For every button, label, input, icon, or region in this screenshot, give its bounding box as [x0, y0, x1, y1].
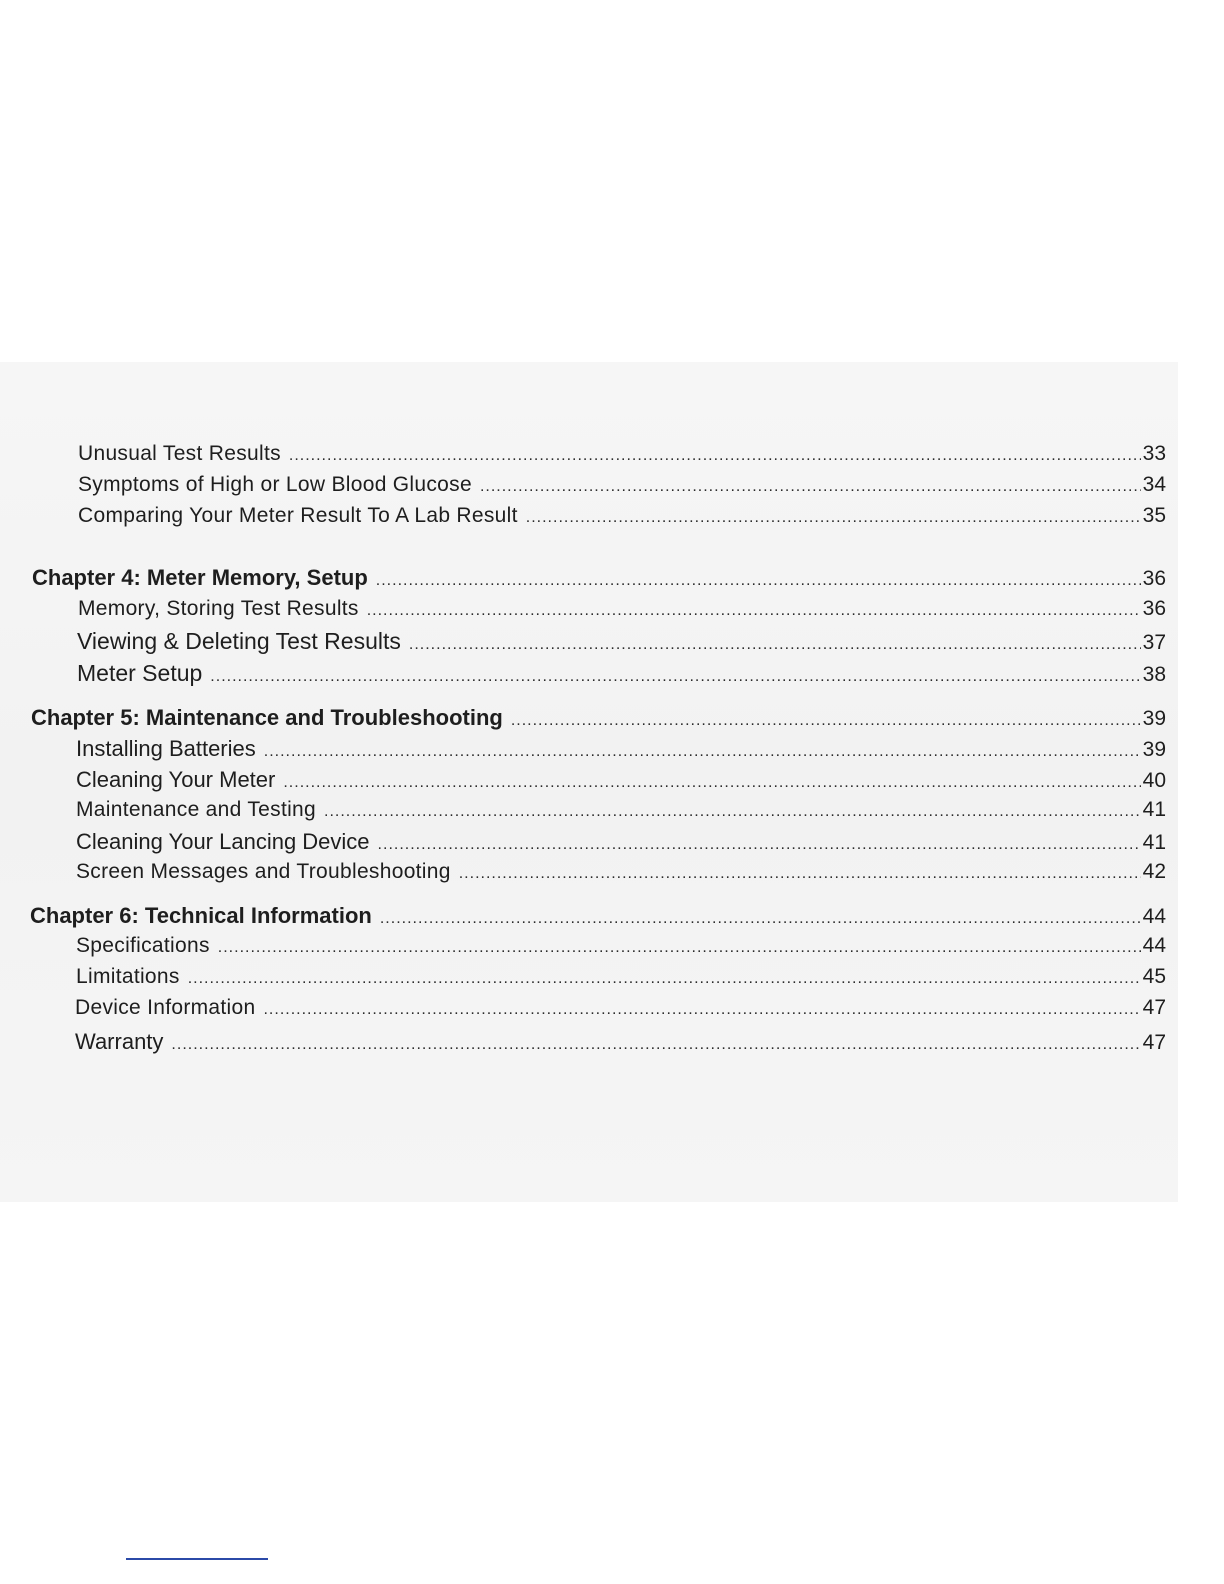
toc-entry-warranty[interactable]	[75, 1029, 1166, 1055]
toc-entry-label: Warranty	[75, 1029, 164, 1054]
dot-leader	[526, 509, 1141, 527]
toc-entry-memory-storing[interactable]	[78, 597, 1166, 621]
toc-entry-label: Specifications	[76, 934, 210, 957]
toc-entry-screen-messages[interactable]	[76, 860, 1166, 884]
toc-entry-viewing-deleting[interactable]	[77, 628, 1166, 655]
toc-chapter-title: Chapter 5: Maintenance and Troubleshooting	[31, 705, 503, 730]
toc-entry-label: Symptoms of High or Low Blood Glucose	[78, 473, 472, 496]
dot-leader	[480, 478, 1141, 496]
dot-leader	[409, 636, 1141, 654]
dot-leader	[367, 602, 1141, 620]
toc-entry-comparing-meter-lab[interactable]	[78, 504, 1166, 528]
toc-chapter-5[interactable]	[31, 705, 1166, 731]
toc-page-number: 44	[1142, 934, 1166, 957]
toc-page-number: 41	[1142, 831, 1166, 854]
toc-entry-label: Cleaning Your Lancing Device	[76, 829, 370, 854]
toc-entry-label: Meter Setup	[77, 660, 203, 686]
toc-entry-label: Device Information	[75, 996, 256, 1019]
toc-entry-installing-batteries[interactable]	[76, 736, 1166, 762]
toc-page-number: 42	[1142, 860, 1166, 883]
toc-entry-unusual-test-results[interactable]	[78, 442, 1166, 466]
toc-page-number: 44	[1142, 905, 1166, 928]
toc-page-number: 38	[1142, 663, 1166, 686]
dot-leader	[264, 743, 1141, 761]
toc-entry-label: Viewing & Deleting Test Results	[77, 628, 401, 654]
toc-page-number: 36	[1142, 597, 1166, 620]
toc-chapter-title: Chapter 4: Meter Memory, Setup	[32, 565, 368, 590]
dot-leader	[283, 774, 1140, 792]
toc-page-number: 41	[1142, 798, 1166, 821]
dot-leader	[171, 1036, 1140, 1054]
toc-entry-symptoms-high-low-glucose[interactable]	[78, 473, 1166, 497]
toc-page-number: 45	[1142, 965, 1166, 988]
toc-entry-limitations[interactable]	[76, 965, 1166, 989]
toc-entry-device-information[interactable]	[75, 996, 1166, 1020]
toc-page-number: 47	[1142, 996, 1166, 1019]
toc-page-number: 47	[1142, 1031, 1166, 1054]
toc-chapter-6[interactable]	[30, 903, 1166, 929]
toc-entry-label: Unusual Test Results	[78, 442, 281, 465]
toc-page-number: 35	[1142, 504, 1166, 527]
toc-page-number: 39	[1142, 738, 1166, 761]
dot-leader	[511, 712, 1141, 730]
dot-leader	[289, 447, 1141, 465]
toc-page-number: 40	[1142, 769, 1166, 792]
toc-chapter-title: Chapter 6: Technical Information	[30, 903, 372, 928]
toc-entry-specifications[interactable]	[76, 934, 1166, 958]
toc-entry-label: Maintenance and Testing	[76, 798, 317, 821]
toc-page-number: 34	[1142, 473, 1166, 496]
toc-page-number: 33	[1142, 442, 1166, 465]
dot-leader	[376, 572, 1141, 590]
toc-chapter-4[interactable]	[32, 565, 1166, 591]
toc-entry-label: Cleaning Your Meter	[76, 767, 276, 792]
dot-leader	[218, 939, 1141, 957]
dot-leader	[210, 668, 1140, 686]
toc-entry-cleaning-meter[interactable]	[76, 767, 1166, 793]
toc-page-number: 39	[1142, 707, 1166, 730]
toc-page-number: 37	[1142, 631, 1166, 654]
toc-entry-label: Memory, Storing Test Results	[78, 597, 359, 620]
toc-entry-label: Installing Batteries	[76, 736, 256, 761]
dot-leader	[380, 910, 1141, 928]
toc-entry-label: Screen Messages and Troubleshooting	[76, 860, 451, 883]
dot-leader	[459, 865, 1141, 883]
footer-rule	[126, 1558, 268, 1560]
dot-leader	[324, 803, 1141, 821]
toc-entry-maintenance-testing[interactable]	[76, 798, 1166, 822]
dot-leader	[263, 1001, 1140, 1019]
toc-entry-label: Comparing Your Meter Result To A Lab Result	[78, 504, 518, 527]
toc-entry-cleaning-lancing[interactable]	[76, 829, 1166, 855]
toc-entry-label: Limitations	[76, 965, 180, 988]
dot-leader	[188, 970, 1141, 988]
toc-page-number: 36	[1142, 567, 1166, 590]
dot-leader	[378, 836, 1141, 854]
toc-entry-meter-setup[interactable]	[77, 660, 1166, 687]
